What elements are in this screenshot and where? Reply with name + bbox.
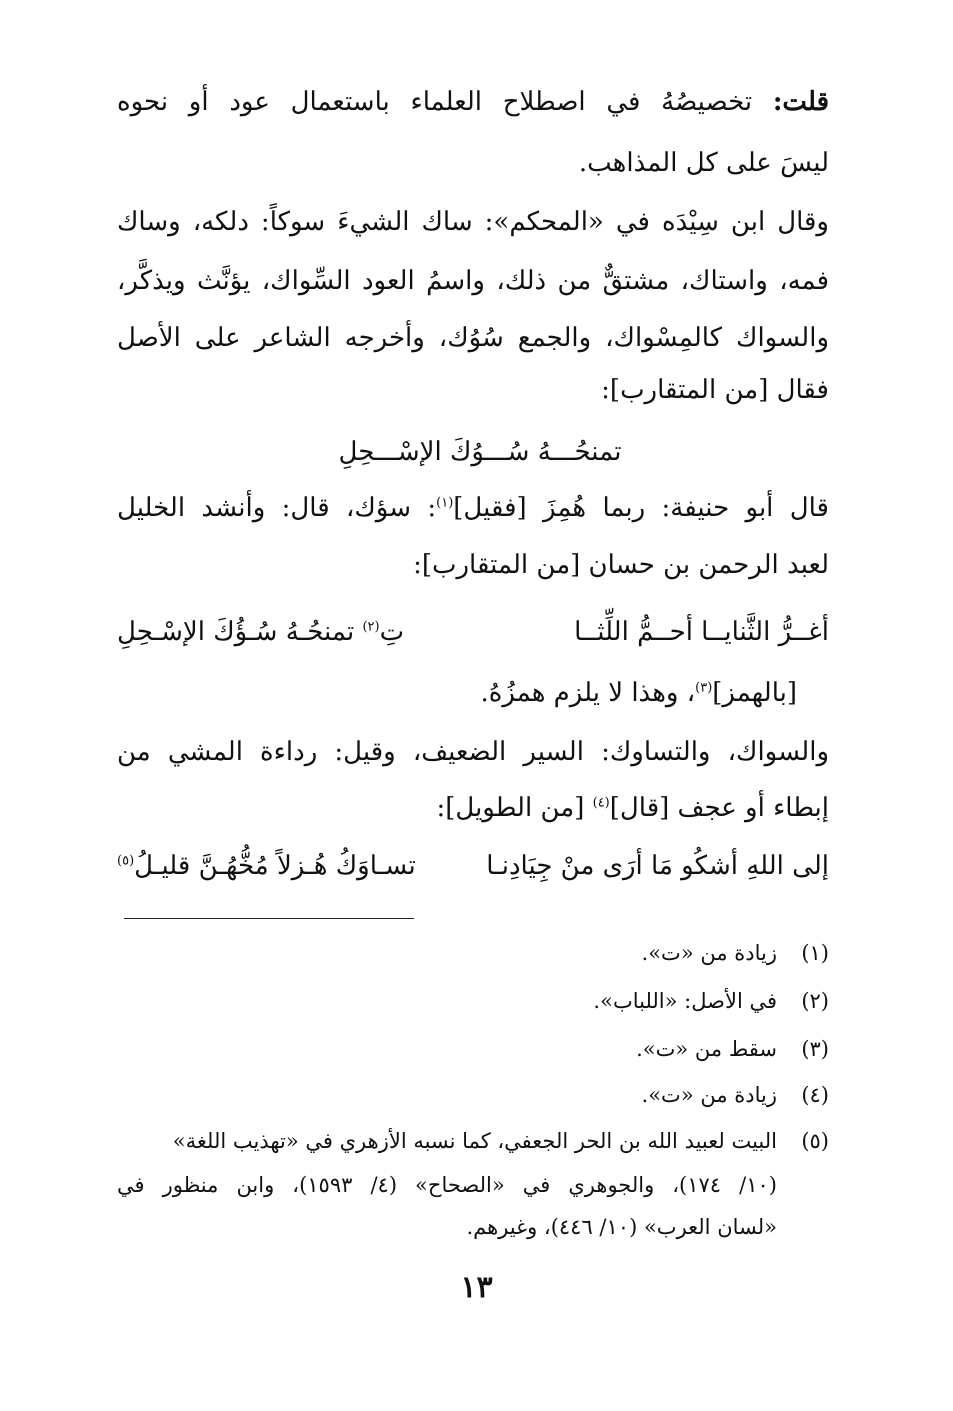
text-run: إبطاء أو عجف [قال] (609, 793, 829, 823)
page-number: ١٣ (460, 1270, 493, 1305)
text-run: تخصيصُهُ في اصطلاح العلماء باستعمال عود أو نحوه (117, 87, 773, 117)
text-run: تِ (379, 617, 405, 647)
footnote-continuation: (١٠/ ١٧٤)، والجوهري في «الصحاح» (٤/ ١٥٩٣)، وابن منظور في (117, 1173, 777, 1197)
body-line: والسواك كالمِسْواك، والجمع سُوُك، وأخرجه الشاعر على الأصل (117, 323, 829, 353)
body-line (117, 788, 829, 828)
text-run: [من الطويل]: (436, 793, 593, 823)
footnote-text: البيت لعبيد الله بن الحر الجعفي، كما نسبه الأزهري في «تهذيب اللغة» (172, 1129, 777, 1153)
body-line: ليسَ على كل المذاهب. (578, 148, 829, 178)
footnote-text: سقط من «ت». (636, 1037, 777, 1061)
verse-first-hemistich: إلى اللهِ أشكُو مَا أرَى منْ جِيَادِنـا (486, 851, 829, 881)
footnote-ref: (٣) (695, 680, 713, 696)
body-line: وقال ابن سِيْدَه في «المحكم»: ساك الشيءَ سوكاً: دلكه، وساك (117, 207, 829, 237)
footnote-number: (٢) (801, 989, 829, 1013)
footnote-number: (٥) (801, 1129, 829, 1153)
body-line: فقال [من المتقارب]: (601, 375, 829, 405)
text-run: : سؤك، قال: وأنشد الخليل (117, 493, 437, 523)
body-line (117, 82, 829, 122)
verse-first-hemistich: أغــرُّ الثَّنايــا أحــمُّ اللِّثــا (574, 617, 829, 647)
footnote-text: زيادة من «ت». (641, 941, 777, 965)
footnote-number: (٤) (801, 1083, 829, 1107)
footnote (117, 984, 829, 1018)
footnote-text: زيادة من «ت». (641, 1083, 777, 1107)
footnote (117, 936, 829, 970)
text-run: تمنحُـهُ سُـؤُكَ الإسْـحِلِ (117, 617, 363, 647)
footnote-continuation: «لسان العرب» (١٠/ ٤٤٦)، وغيرهم. (466, 1215, 777, 1239)
verse-line: تمنحُـــهُ سُـــوُكَ الإسْـــحِلِ (338, 437, 622, 467)
body-line (117, 673, 797, 713)
footnote-ref: (٤) (592, 795, 610, 811)
footnote (117, 1078, 829, 1112)
footnote-text: في الأصل: «اللباب». (593, 989, 777, 1013)
text-run: ، وهذا لا يلزم همزُهُ. (480, 678, 696, 708)
footnote-number: (٣) (801, 1037, 829, 1061)
body-line (117, 488, 829, 528)
verse-second-hemistich (117, 612, 404, 652)
lead-word: قلت: (772, 87, 829, 117)
footnote (117, 1124, 829, 1158)
body-line: لعبد الرحمن بن حسان [من المتقارب]: (413, 550, 829, 580)
footnote (117, 1032, 829, 1066)
footnote-separator (124, 918, 414, 919)
footnote-ref: (٥) (117, 853, 135, 869)
body-line: والسواك، والتساوك: السير الضعيف، وقيل: رداءة المشي من (117, 737, 829, 767)
footnote-ref: (٢) (362, 619, 380, 635)
text-run: قال أبو حنيفة: ربما هُمِزَ [فقيل] (453, 493, 829, 523)
text-run: [بالهمز] (712, 678, 797, 708)
text-run: تسـاوَكُ هُـزلاً مُخُّهُـنَّ قليـلُ (134, 851, 416, 881)
body-line: فمه، واستاك، مشتقٌّ من ذلك، واسمُ العود السِّواك، يؤنَّث ويذكَّر، (117, 266, 829, 296)
footnote-ref: (١) (436, 495, 454, 511)
footnote-number: (١) (801, 941, 829, 965)
verse-second-hemistich (117, 846, 416, 886)
